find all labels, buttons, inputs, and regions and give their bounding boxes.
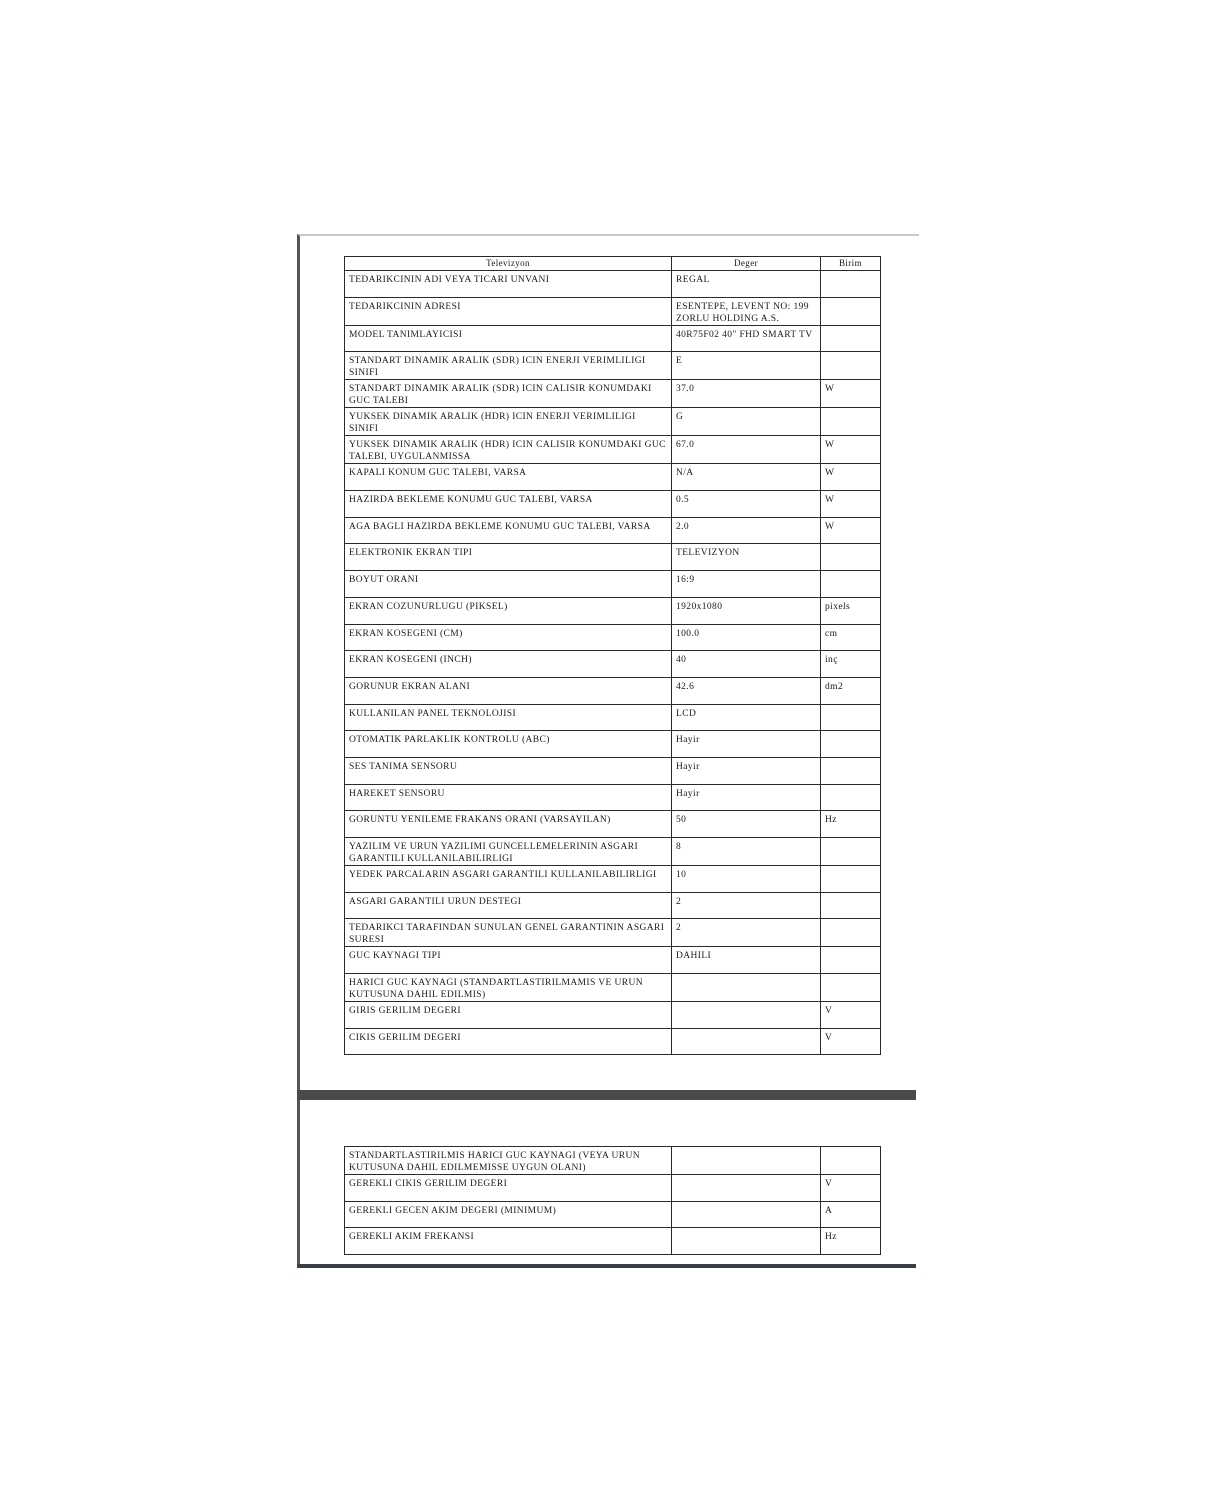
unit-cell: W: [821, 517, 881, 544]
name-cell: ASGARI GARANTILI URUN DESTEGI: [345, 892, 672, 919]
value-cell: TELEVIZYON: [672, 544, 821, 571]
value-cell: [672, 1201, 821, 1228]
table-row: [345, 1228, 881, 1255]
unit-cell: [821, 974, 881, 1002]
table-row: [345, 866, 881, 893]
name-cell: HARICI GUC KAYNAGI (STANDARTLASTIRILMAMIS VE URUN KUTUSUNA DAHIL EDILMIS): [345, 974, 672, 1002]
unit-cell: V: [821, 1002, 881, 1029]
name-cell: YEDEK PARCALARIN ASGARI GARANTILI KULLANILABILIRLIGI: [345, 866, 672, 893]
spec-table-continued: [344, 1146, 881, 1255]
table-row: [345, 491, 881, 518]
name-cell: GORUNUR EKRAN ALANI: [345, 677, 672, 704]
table-row: [345, 919, 881, 947]
name-cell: GORUNTU YENILEME FRAKANS ORANI (VARSAYILAN): [345, 811, 672, 838]
table-row: [345, 784, 881, 811]
unit-cell: [821, 1147, 881, 1175]
table-row: [345, 1175, 881, 1202]
spec-table: [344, 256, 881, 1055]
table-row: [345, 838, 881, 866]
table-row: [345, 811, 881, 838]
value-cell: 0.5: [672, 491, 821, 518]
value-cell: 16:9: [672, 571, 821, 598]
value-cell: DAHILI: [672, 947, 821, 974]
name-cell: KAPALI KONUM GUC TALEBI, VARSA: [345, 464, 672, 491]
unit-cell: [821, 325, 881, 352]
page-bottom-edge: [297, 1264, 916, 1268]
name-cell: YUKSEK DINAMIK ARALIK (HDR) ICIN ENERJI VERIMLILIGI SINIFI: [345, 408, 672, 436]
table-header-row: [345, 257, 881, 271]
unit-cell: [821, 297, 881, 325]
table-row: [345, 1028, 881, 1055]
unit-cell: [821, 757, 881, 784]
name-cell: KULLANILAN PANEL TEKNOLOJISI: [345, 704, 672, 731]
value-cell: 42.6: [672, 677, 821, 704]
value-cell: [672, 1228, 821, 1255]
unit-cell: W: [821, 491, 881, 518]
table-row: [345, 380, 881, 408]
unit-cell: A: [821, 1201, 881, 1228]
unit-cell: [821, 271, 881, 298]
unit-cell: [821, 866, 881, 893]
table-row: [345, 1147, 881, 1175]
value-cell: 8: [672, 838, 821, 866]
value-cell: 100.0: [672, 624, 821, 651]
unit-cell: [821, 352, 881, 380]
table-row: [345, 677, 881, 704]
unit-cell: [821, 838, 881, 866]
name-cell: HAREKET SENSORU: [345, 784, 672, 811]
unit-cell: [821, 544, 881, 571]
value-cell: [672, 974, 821, 1002]
table-row: [345, 731, 881, 758]
value-cell: N/A: [672, 464, 821, 491]
table-row: [345, 947, 881, 974]
value-cell: [672, 1002, 821, 1029]
name-cell: TEDARIKCI TARAFINDAN SUNULAN GENEL GARANTININ ASGARI SURESI: [345, 919, 672, 947]
document-page-2: [297, 1100, 919, 1265]
name-cell: GEREKLI GECEN AKIM DEGERI (MINIMUM): [345, 1201, 672, 1228]
name-cell: GIRIS GERILIM DEGERI: [345, 1002, 672, 1029]
table-row: [345, 757, 881, 784]
table-row: [345, 892, 881, 919]
value-cell: Hayir: [672, 757, 821, 784]
value-cell: [672, 1028, 821, 1055]
name-cell: TEDARIKCININ ADI VEYA TICARI UNVANI: [345, 271, 672, 298]
value-cell: 40R75F02 40" FHD SMART TV: [672, 325, 821, 352]
table-row: [345, 464, 881, 491]
unit-cell: [821, 919, 881, 947]
name-cell: CIKIS GERILIM DEGERI: [345, 1028, 672, 1055]
unit-cell: cm: [821, 624, 881, 651]
table-row: [345, 704, 881, 731]
unit-cell: Hz: [821, 811, 881, 838]
table-row: [345, 271, 881, 298]
unit-cell: dm2: [821, 677, 881, 704]
value-cell: 50: [672, 811, 821, 838]
unit-cell: [821, 731, 881, 758]
value-cell: LCD: [672, 704, 821, 731]
header-televizyon: Televizyon: [345, 257, 672, 271]
name-cell: STANDARTLASTIRILMIS HARICI GUC KAYNAGI (VEYA URUN KUTUSUNA DAHIL EDILMEMISSE UYGUN OLANI): [345, 1147, 672, 1175]
name-cell: MODEL TANIMLAYICISI: [345, 325, 672, 352]
table-row: [345, 436, 881, 464]
document-page-1: [297, 234, 919, 1092]
unit-cell: [821, 704, 881, 731]
table-row: [345, 624, 881, 651]
value-cell: 2.0: [672, 517, 821, 544]
name-cell: EKRAN KOSEGENI (CM): [345, 624, 672, 651]
name-cell: GEREKLI CIKIS GERILIM DEGERI: [345, 1175, 672, 1202]
name-cell: AGA BAGLI HAZIRDA BEKLEME KONUMU GUC TALEBI, VARSA: [345, 517, 672, 544]
unit-cell: [821, 947, 881, 974]
value-cell: 2: [672, 892, 821, 919]
name-cell: OTOMATIK PARLAKLIK KONTROLU (ABC): [345, 731, 672, 758]
unit-cell: [821, 571, 881, 598]
unit-cell: V: [821, 1175, 881, 1202]
unit-cell: [821, 892, 881, 919]
table-row: [345, 1002, 881, 1029]
value-cell: Hayir: [672, 784, 821, 811]
name-cell: TEDARIKCININ ADRESI: [345, 297, 672, 325]
value-cell: 10: [672, 866, 821, 893]
unit-cell: inç: [821, 651, 881, 678]
name-cell: YUKSEK DINAMIK ARALIK (HDR) ICIN CALISIR KONUMDAKI GUC TALEBI, UYGULANMISSA: [345, 436, 672, 464]
table-row: [345, 544, 881, 571]
name-cell: GUC KAYNAGI TIPI: [345, 947, 672, 974]
unit-cell: W: [821, 380, 881, 408]
table-row: [345, 1201, 881, 1228]
name-cell: SES TANIMA SENSORU: [345, 757, 672, 784]
value-cell: 1920x1080: [672, 597, 821, 624]
value-cell: [672, 1147, 821, 1175]
value-cell: 2: [672, 919, 821, 947]
table-row: [345, 325, 881, 352]
value-cell: 67.0: [672, 436, 821, 464]
unit-cell: W: [821, 464, 881, 491]
value-cell: 40: [672, 651, 821, 678]
page-separator: [297, 1090, 916, 1100]
table-row: [345, 571, 881, 598]
name-cell: STANDART DINAMIK ARALIK (SDR) ICIN ENERJI VERIMLILIGI SINIFI: [345, 352, 672, 380]
table-row: [345, 517, 881, 544]
header-birim: Birim: [821, 257, 881, 271]
value-cell: [672, 1175, 821, 1202]
table-row: [345, 597, 881, 624]
unit-cell: W: [821, 436, 881, 464]
table-row: [345, 651, 881, 678]
table-row: [345, 352, 881, 380]
unit-cell: pixels: [821, 597, 881, 624]
name-cell: EKRAN KOSEGENI (INCH): [345, 651, 672, 678]
unit-cell: V: [821, 1028, 881, 1055]
value-cell: REGAL: [672, 271, 821, 298]
value-cell: ESENTEPE, LEVENT NO: 199 ZORLU HOLDING A.S.: [672, 297, 821, 325]
value-cell: 37.0: [672, 380, 821, 408]
unit-cell: [821, 784, 881, 811]
unit-cell: [821, 408, 881, 436]
unit-cell: Hz: [821, 1228, 881, 1255]
name-cell: EKRAN COZUNURLUGU (PIKSEL): [345, 597, 672, 624]
value-cell: E: [672, 352, 821, 380]
name-cell: BOYUT ORANI: [345, 571, 672, 598]
table-row: [345, 408, 881, 436]
header-deger: Deger: [672, 257, 821, 271]
name-cell: HAZIRDA BEKLEME KONUMU GUC TALEBI, VARSA: [345, 491, 672, 518]
table-row: [345, 974, 881, 1002]
name-cell: GEREKLI AKIM FREKANSI: [345, 1228, 672, 1255]
name-cell: YAZILIM VE URUN YAZILIMI GUNCELLEMELERININ ASGARI GARANTILI KULLANILABILIRLIGI: [345, 838, 672, 866]
value-cell: Hayir: [672, 731, 821, 758]
name-cell: ELEKTRONIK EKRAN TIPI: [345, 544, 672, 571]
value-cell: G: [672, 408, 821, 436]
table-row: [345, 297, 881, 325]
name-cell: STANDART DINAMIK ARALIK (SDR) ICIN CALISIR KONUMDAKI GUC TALEBI: [345, 380, 672, 408]
